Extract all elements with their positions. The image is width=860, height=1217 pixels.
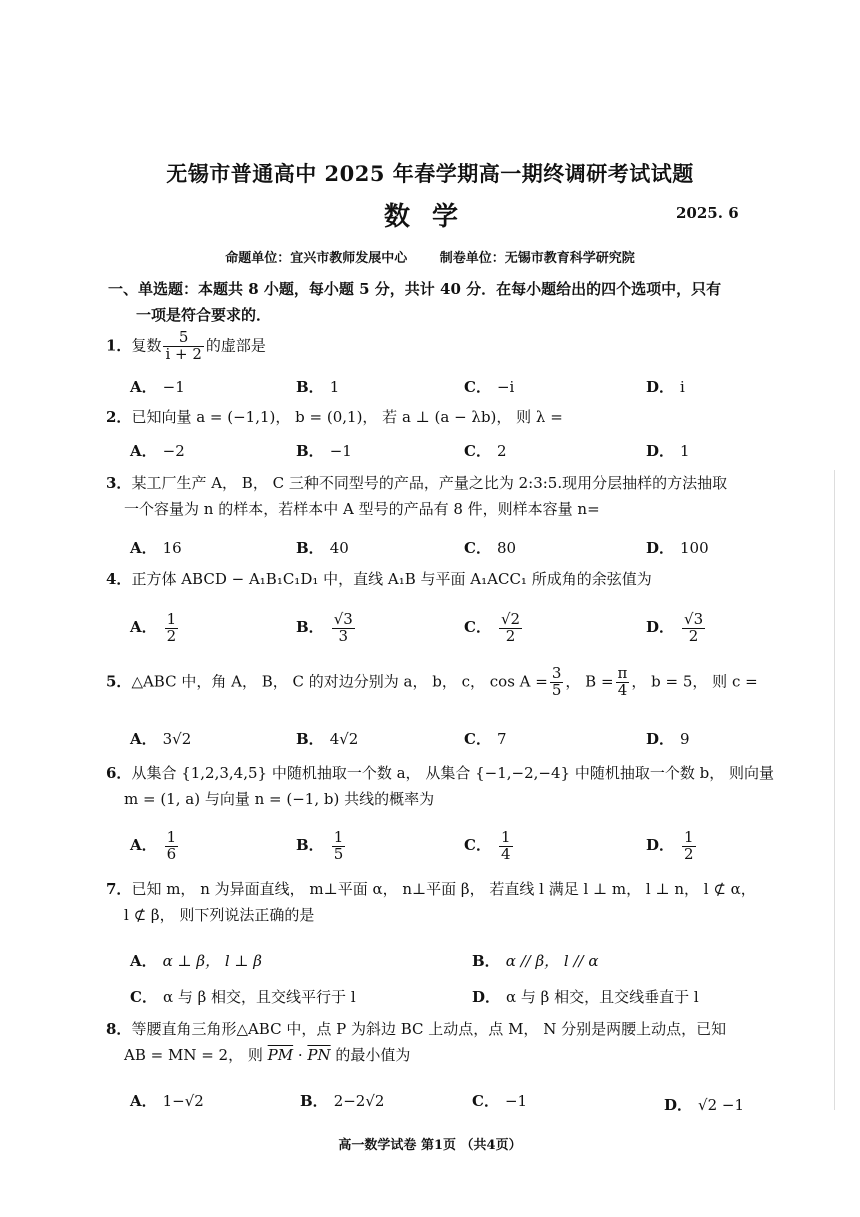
frac-numerator: 5 <box>163 330 203 347</box>
option-4d <box>646 612 707 645</box>
option-label: D． <box>646 539 675 557</box>
option-label: D． <box>646 618 675 637</box>
option-6d <box>646 830 698 863</box>
fraction <box>163 330 203 363</box>
option-label: C． <box>464 618 491 637</box>
option-text: 40 <box>329 539 349 557</box>
option-label: D． <box>646 836 675 855</box>
question-number: 4． <box>106 570 132 588</box>
option-label: D． <box>646 730 675 748</box>
fraction <box>332 612 355 645</box>
option-label: D． <box>646 378 675 396</box>
option-6a <box>130 830 180 863</box>
option-text: 2 <box>496 442 507 460</box>
option-text: 1 <box>329 378 340 396</box>
fraction <box>616 666 630 699</box>
option-5a <box>130 728 191 749</box>
frac-numerator: √3 <box>684 610 704 628</box>
option-2b <box>296 440 352 461</box>
vector-pn: $\overline{PN}$ <box>307 1046 331 1064</box>
frac-denominator: 2 <box>684 844 694 863</box>
fraction <box>682 612 705 645</box>
frac-denominator: 5 <box>333 844 344 863</box>
option-text: 9 <box>680 730 690 748</box>
option-label: B． <box>300 1092 328 1110</box>
option-label: C． <box>464 730 491 748</box>
option-7a <box>130 950 262 971</box>
question-8 <box>106 1016 786 1068</box>
option-label: C． <box>472 1092 499 1110</box>
units-line <box>0 247 860 266</box>
option-2a <box>130 440 185 461</box>
question-stem: 复数 <box>131 336 162 355</box>
question-stem: 某工厂生产 A， B， C 三种不同型号的产品，产量之比为 2:3:5.现用分层抽样的方法抽取 <box>131 474 728 492</box>
question-number: 8． <box>106 1020 132 1038</box>
option-label: A． <box>130 1092 157 1110</box>
question-stem: 的最小值为 <box>335 1046 411 1064</box>
question-6 <box>106 760 786 812</box>
option-label: D． <box>664 1096 693 1114</box>
option-4a <box>130 612 180 645</box>
option-label: C． <box>464 539 491 557</box>
option-text: 1 <box>680 442 690 460</box>
option-label: D． <box>472 988 501 1006</box>
print-unit: 制卷单位：无锡市教育科学研究院 <box>439 251 635 266</box>
frac-numerator: 3 <box>551 664 562 682</box>
fraction <box>165 830 179 863</box>
option-text: i <box>680 378 685 396</box>
option-4b <box>296 612 357 645</box>
question-stem: 已知向量 a = (−1,1)， b = (0,1)， 若 a ⊥ (a − λb)， 则 λ = <box>131 408 563 426</box>
section-instructions <box>108 276 768 328</box>
option-label: A． <box>130 442 157 460</box>
option-text: √2 −1 <box>698 1096 744 1114</box>
option-label: B． <box>296 730 324 748</box>
frac-denominator: 2 <box>166 626 177 645</box>
option-label: A． <box>130 730 157 748</box>
question-stem: AB = MN = 2， 则 <box>124 1046 263 1064</box>
option-text: 2−2√2 <box>333 1092 385 1110</box>
question-stem: ， B = <box>565 672 614 691</box>
question-7 <box>106 876 786 928</box>
option-label: B． <box>296 618 324 637</box>
question-number: 3． <box>106 474 132 492</box>
vector-pm: $\overline{PM}$ <box>267 1046 294 1064</box>
option-3d <box>646 537 709 558</box>
option-1a <box>130 376 185 397</box>
frac-numerator: √2 <box>500 610 521 628</box>
option-7c <box>130 986 356 1007</box>
page-footer: 高一数学试卷 第1页 （共4页） <box>338 1138 522 1153</box>
section-text-1: 本题共 8 小题，每小题 5 分，共计 40 分．在每小题给出的四个选项中，只有 <box>198 280 722 298</box>
option-text: α 与 β 相交，且交线垂直于 l <box>506 988 699 1006</box>
option-label: B． <box>296 836 324 855</box>
question-stem: 的虚部是 <box>205 336 266 355</box>
option-6c <box>464 830 515 863</box>
frac-denominator: 6 <box>166 844 177 863</box>
option-8b <box>300 1090 384 1111</box>
option-text: 3√2 <box>162 730 192 748</box>
option-text: 80 <box>496 539 517 557</box>
question-4 <box>106 566 786 592</box>
option-label: B． <box>296 539 324 557</box>
question-stem: 正方体 ABCD − A₁B₁C₁D₁ 中，直线 A₁B 与平面 A₁ACC₁ 所成角的余弦值为 <box>131 570 652 588</box>
option-label: C． <box>464 378 491 396</box>
option-1c <box>464 376 514 397</box>
scan-edge-line <box>834 470 835 1110</box>
section-label: 一、单选题： <box>108 280 199 298</box>
option-label: B． <box>472 952 500 970</box>
option-2c <box>464 440 507 461</box>
frac-numerator: π <box>617 664 628 682</box>
question-stem: 一个容量为 n 的样本，若样本中 A 型号的产品有 8 件，则样本容量 n= <box>124 500 600 518</box>
option-8a <box>130 1090 204 1111</box>
option-text: −1 <box>162 378 185 396</box>
option-text: α 与 β 相交，且交线平行于 l <box>162 988 356 1006</box>
option-1d <box>646 376 685 397</box>
option-label: C． <box>464 442 491 460</box>
question-stem: l ⊄ β， 则下列说法正确的是 <box>124 906 315 924</box>
option-text: −1 <box>329 442 352 460</box>
option-label: A． <box>130 378 157 396</box>
fraction <box>682 830 696 863</box>
option-7d <box>472 986 699 1007</box>
option-label: A． <box>130 952 157 970</box>
option-5d <box>646 728 690 749</box>
question-stem: 已知 m， n 为异面直线， m⊥平面 α， n⊥平面 β， 若直线 l 满足 l ⊥ m， l ⊥ n， l ⊄ α， <box>131 880 756 898</box>
option-text: −2 <box>162 442 185 460</box>
frac-numerator: 1 <box>166 828 177 846</box>
frac-denominator: 4 <box>617 680 628 699</box>
dot-operator: · <box>293 1046 308 1064</box>
fraction <box>499 830 513 863</box>
question-stem: ， b = 5， 则 c = <box>631 672 758 691</box>
question-stem: △ABC 中，角 A， B， C 的对边分别为 a， b， c， cos A = <box>131 672 548 691</box>
option-text: −i <box>496 378 515 396</box>
fraction <box>499 612 522 645</box>
frac-numerator: √3 <box>333 610 353 628</box>
option-text: 16 <box>162 539 182 557</box>
subject-heading: 数学 <box>384 202 481 232</box>
exam-title: 无锡市普通高中 2025 年春学期高一期终调研考试试题 <box>166 161 694 186</box>
option-text: α ⊥ β， l ⊥ β <box>162 952 262 970</box>
question-5 <box>106 666 786 699</box>
option-text: 1−√2 <box>162 1092 204 1110</box>
frac-numerator: 1 <box>500 828 511 846</box>
option-text: −1 <box>504 1092 528 1110</box>
option-6b <box>296 830 347 863</box>
question-number: 6． <box>106 764 132 782</box>
question-stem: 等腰直角三角形△ABC 中，点 P 为斜边 BC 上动点，点 M， N 分别是两腰上动点，已知 <box>131 1020 727 1038</box>
question-number: 5． <box>106 672 132 691</box>
option-3c <box>464 537 516 558</box>
frac-denominator: 5 <box>551 680 562 699</box>
fraction <box>165 612 179 645</box>
option-5c <box>464 728 507 749</box>
option-label: A． <box>130 539 157 557</box>
option-7b <box>472 950 598 971</box>
option-1b <box>296 376 339 397</box>
frac-denominator: 2 <box>505 626 516 645</box>
option-label: C． <box>464 836 491 855</box>
option-label: D． <box>646 442 675 460</box>
frac-numerator: 1 <box>166 610 177 628</box>
option-label: A． <box>130 618 157 637</box>
option-text: 4√2 <box>329 730 359 748</box>
question-stem: 从集合 {1,2,3,4,5} 中随机抽取一个数 a， 从集合 {−1,−2,−4} 中随机抽取一个数 b， 则向量 <box>131 764 774 782</box>
exam-date: 2025. 6 <box>676 204 739 222</box>
option-label: B． <box>296 442 324 460</box>
option-3b <box>296 537 349 558</box>
option-8d <box>664 1094 744 1115</box>
section-text-2: 一项是符合要求的． <box>136 306 272 324</box>
author-unit: 命题单位：宜兴市教师发展中心 <box>225 251 408 266</box>
option-2d <box>646 440 690 461</box>
option-label: C． <box>130 988 157 1006</box>
question-3 <box>106 470 786 522</box>
question-number: 2． <box>106 408 132 426</box>
option-4c <box>464 612 524 645</box>
question-2 <box>106 404 786 430</box>
option-text: α // β， l // α <box>505 952 599 970</box>
question-stem: m = (1, a) 与向量 n = (−1, b) 共线的概率为 <box>124 790 435 808</box>
frac-denominator: 3 <box>338 626 349 645</box>
question-number: 7． <box>106 880 132 898</box>
option-label: A． <box>130 836 157 855</box>
fraction <box>550 666 564 699</box>
option-8c <box>472 1090 527 1111</box>
question-number: 1． <box>106 336 132 355</box>
frac-denominator: 2 <box>688 626 699 645</box>
option-text: 100 <box>680 539 709 557</box>
fraction <box>332 830 346 863</box>
frac-numerator: 1 <box>333 828 344 846</box>
frac-denominator: i + 2 <box>165 344 202 363</box>
option-5b <box>296 728 358 749</box>
option-3a <box>130 537 182 558</box>
frac-numerator: 1 <box>684 828 694 846</box>
frac-denominator: 4 <box>500 844 511 863</box>
option-label: B． <box>296 378 324 396</box>
question-1 <box>106 330 786 363</box>
option-text: 7 <box>496 730 507 748</box>
